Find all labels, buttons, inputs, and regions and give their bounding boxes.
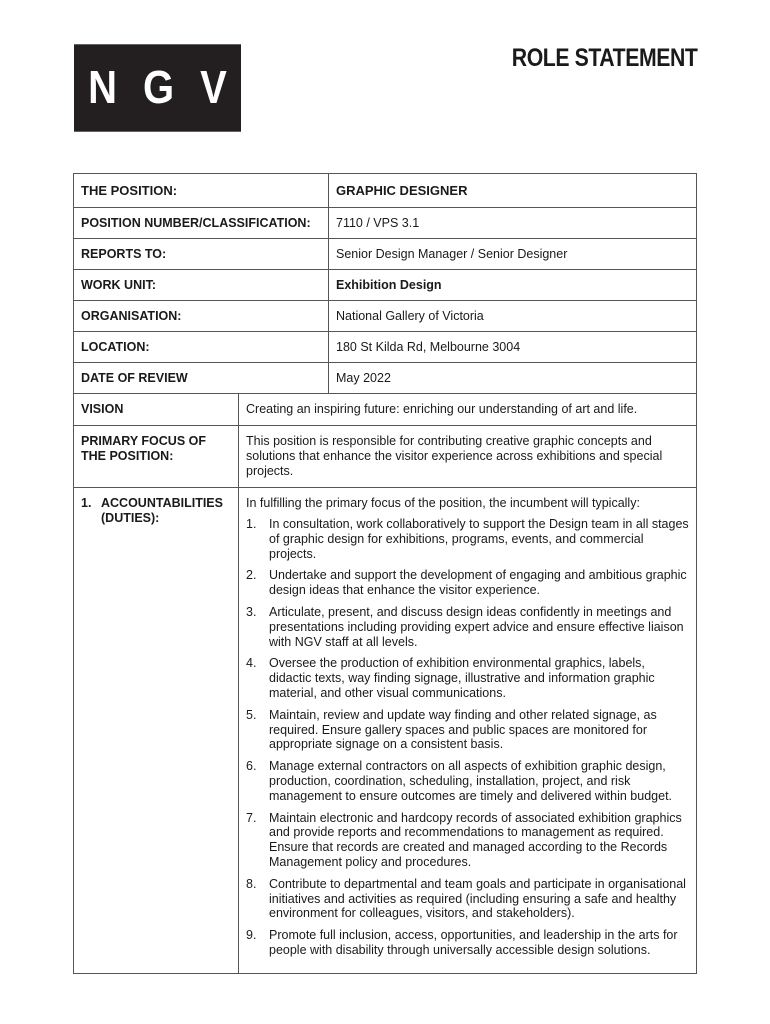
duty-number: 9. — [246, 928, 257, 943]
duty-number: 6. — [246, 759, 257, 774]
detail-label: ORGANISATION: — [74, 301, 329, 331]
duty-text: Maintain, review and update way finding and other related signage, as required. Ensure gallery spaces and public spaces are monitored for appropriate signage on a consistent basis. — [269, 707, 657, 752]
details-table — [73, 173, 697, 394]
duty-number: 2. — [246, 568, 257, 583]
duty-item — [246, 708, 689, 752]
detail-label: DATE OF REVIEW — [74, 363, 329, 393]
detail-value: 180 St Kilda Rd, Melbourne 3004 — [336, 340, 521, 354]
detail-value: National Gallery of Victoria — [336, 309, 484, 323]
duty-item — [246, 928, 689, 958]
duty-text: Oversee the production of exhibition environmental graphics, labels, didactic texts, way finding signage, illustrative and information graphic material, and other visual communications. — [269, 656, 655, 700]
vision-label: VISION — [74, 394, 239, 425]
detail-label: THE POSITION: — [74, 174, 329, 207]
vision-value: Creating an inspiring future: enriching our understanding of art and life. — [246, 402, 638, 416]
primary-focus-label-line1: PRIMARY FOCUS OF — [81, 434, 207, 448]
detail-row-work-unit — [74, 270, 696, 301]
duty-text: Contribute to departmental and team goals and participate in organisational initiatives and activities as required (including ensuring a safe and healthy environment for colleagues, visitors, and stakeholders). — [269, 876, 686, 921]
detail-value: Senior Design Manager / Senior Designer — [336, 247, 568, 261]
primary-focus-value: This position is responsible for contributing creative graphic concepts and solutions that enhance the visitor experience across exhibitions and special projects. — [246, 434, 663, 478]
detail-row-organisation — [74, 301, 696, 332]
duty-text: Manage external contractors on all aspects of exhibition graphic design, production, coordination, scheduling, installation, project, and risk management to ensure outcomes are timely and delivered within budget. — [269, 759, 673, 803]
duty-number: 3. — [246, 604, 257, 619]
description-table — [73, 394, 697, 974]
primary-focus-row — [74, 426, 696, 488]
accountabilities-label — [74, 488, 239, 973]
duty-text: Maintain electronic and hardcopy records of associated exhibition graphics and provide reports and recommendations to management as required. Ensure that records are created and managed according to the Records Management policy and procedures. — [269, 810, 682, 869]
duty-text: Undertake and support the development of engaging and ambitious graphic design ideas that enhance the visitor experience. — [269, 568, 687, 598]
duty-number: 1. — [246, 517, 257, 531]
accountabilities-row — [74, 488, 696, 973]
accountabilities-label-text — [101, 496, 223, 526]
duty-text: Promote full inclusion, access, opportunities, and leadership in the arts for people with disability through universally accessible design solutions. — [269, 928, 678, 957]
duty-item — [246, 605, 689, 649]
duty-item — [246, 877, 689, 921]
accountabilities-intro: In fulfilling the primary focus of the position, the incumbent will typically: — [246, 496, 640, 510]
document-title: ROLE STATEMENT — [511, 44, 697, 72]
accountabilities-number: 1. — [81, 496, 92, 510]
duty-text: In consultation, work collaboratively to support the Design team in all stages of graphic design for exhibitions, programs, events, and commercial projects. — [269, 517, 689, 561]
primary-focus-label — [74, 426, 239, 487]
duty-number: 8. — [246, 876, 257, 891]
duty-item — [246, 517, 689, 561]
detail-value: 7110 / VPS 3.1 — [336, 216, 420, 230]
accountabilities-label-line2: (DUTIES): — [101, 511, 160, 525]
duty-item — [246, 656, 689, 700]
detail-value: May 2022 — [336, 371, 391, 385]
detail-label: POSITION NUMBER/CLASSIFICATION: — [74, 208, 329, 238]
ngv-logo: NGV — [74, 44, 241, 131]
duty-item — [246, 568, 689, 598]
duty-text: Articulate, present, and discuss design ideas confidently in meetings and presentations including providing expert advice and ensure effective liaison with NGV staff at all levels. — [269, 604, 684, 649]
primary-focus-label-line2: THE POSITION: — [81, 449, 174, 463]
accountabilities-label-wrap — [81, 496, 231, 526]
duty-number: 4. — [246, 656, 257, 671]
detail-label: REPORTS TO: — [74, 239, 329, 269]
detail-value: Exhibition Design — [336, 278, 442, 292]
duties-list — [246, 517, 689, 958]
detail-row-location — [74, 332, 696, 363]
duty-item — [246, 759, 689, 803]
detail-label: WORK UNIT: — [74, 270, 329, 300]
detail-row-classification — [74, 208, 696, 239]
accountabilities-label-line1: ACCOUNTABILITIES — [101, 496, 223, 510]
detail-row-position — [74, 174, 696, 208]
detail-value: GRAPHIC DESIGNER — [336, 183, 468, 198]
detail-row-reports-to — [74, 239, 696, 270]
duty-number: 7. — [246, 810, 257, 825]
detail-label: LOCATION: — [74, 332, 329, 362]
duty-item — [246, 811, 689, 870]
detail-row-date-of-review — [74, 363, 696, 394]
duty-number: 5. — [246, 707, 257, 722]
vision-row — [74, 394, 696, 426]
accountabilities-value — [239, 488, 696, 973]
role-table — [73, 173, 697, 974]
